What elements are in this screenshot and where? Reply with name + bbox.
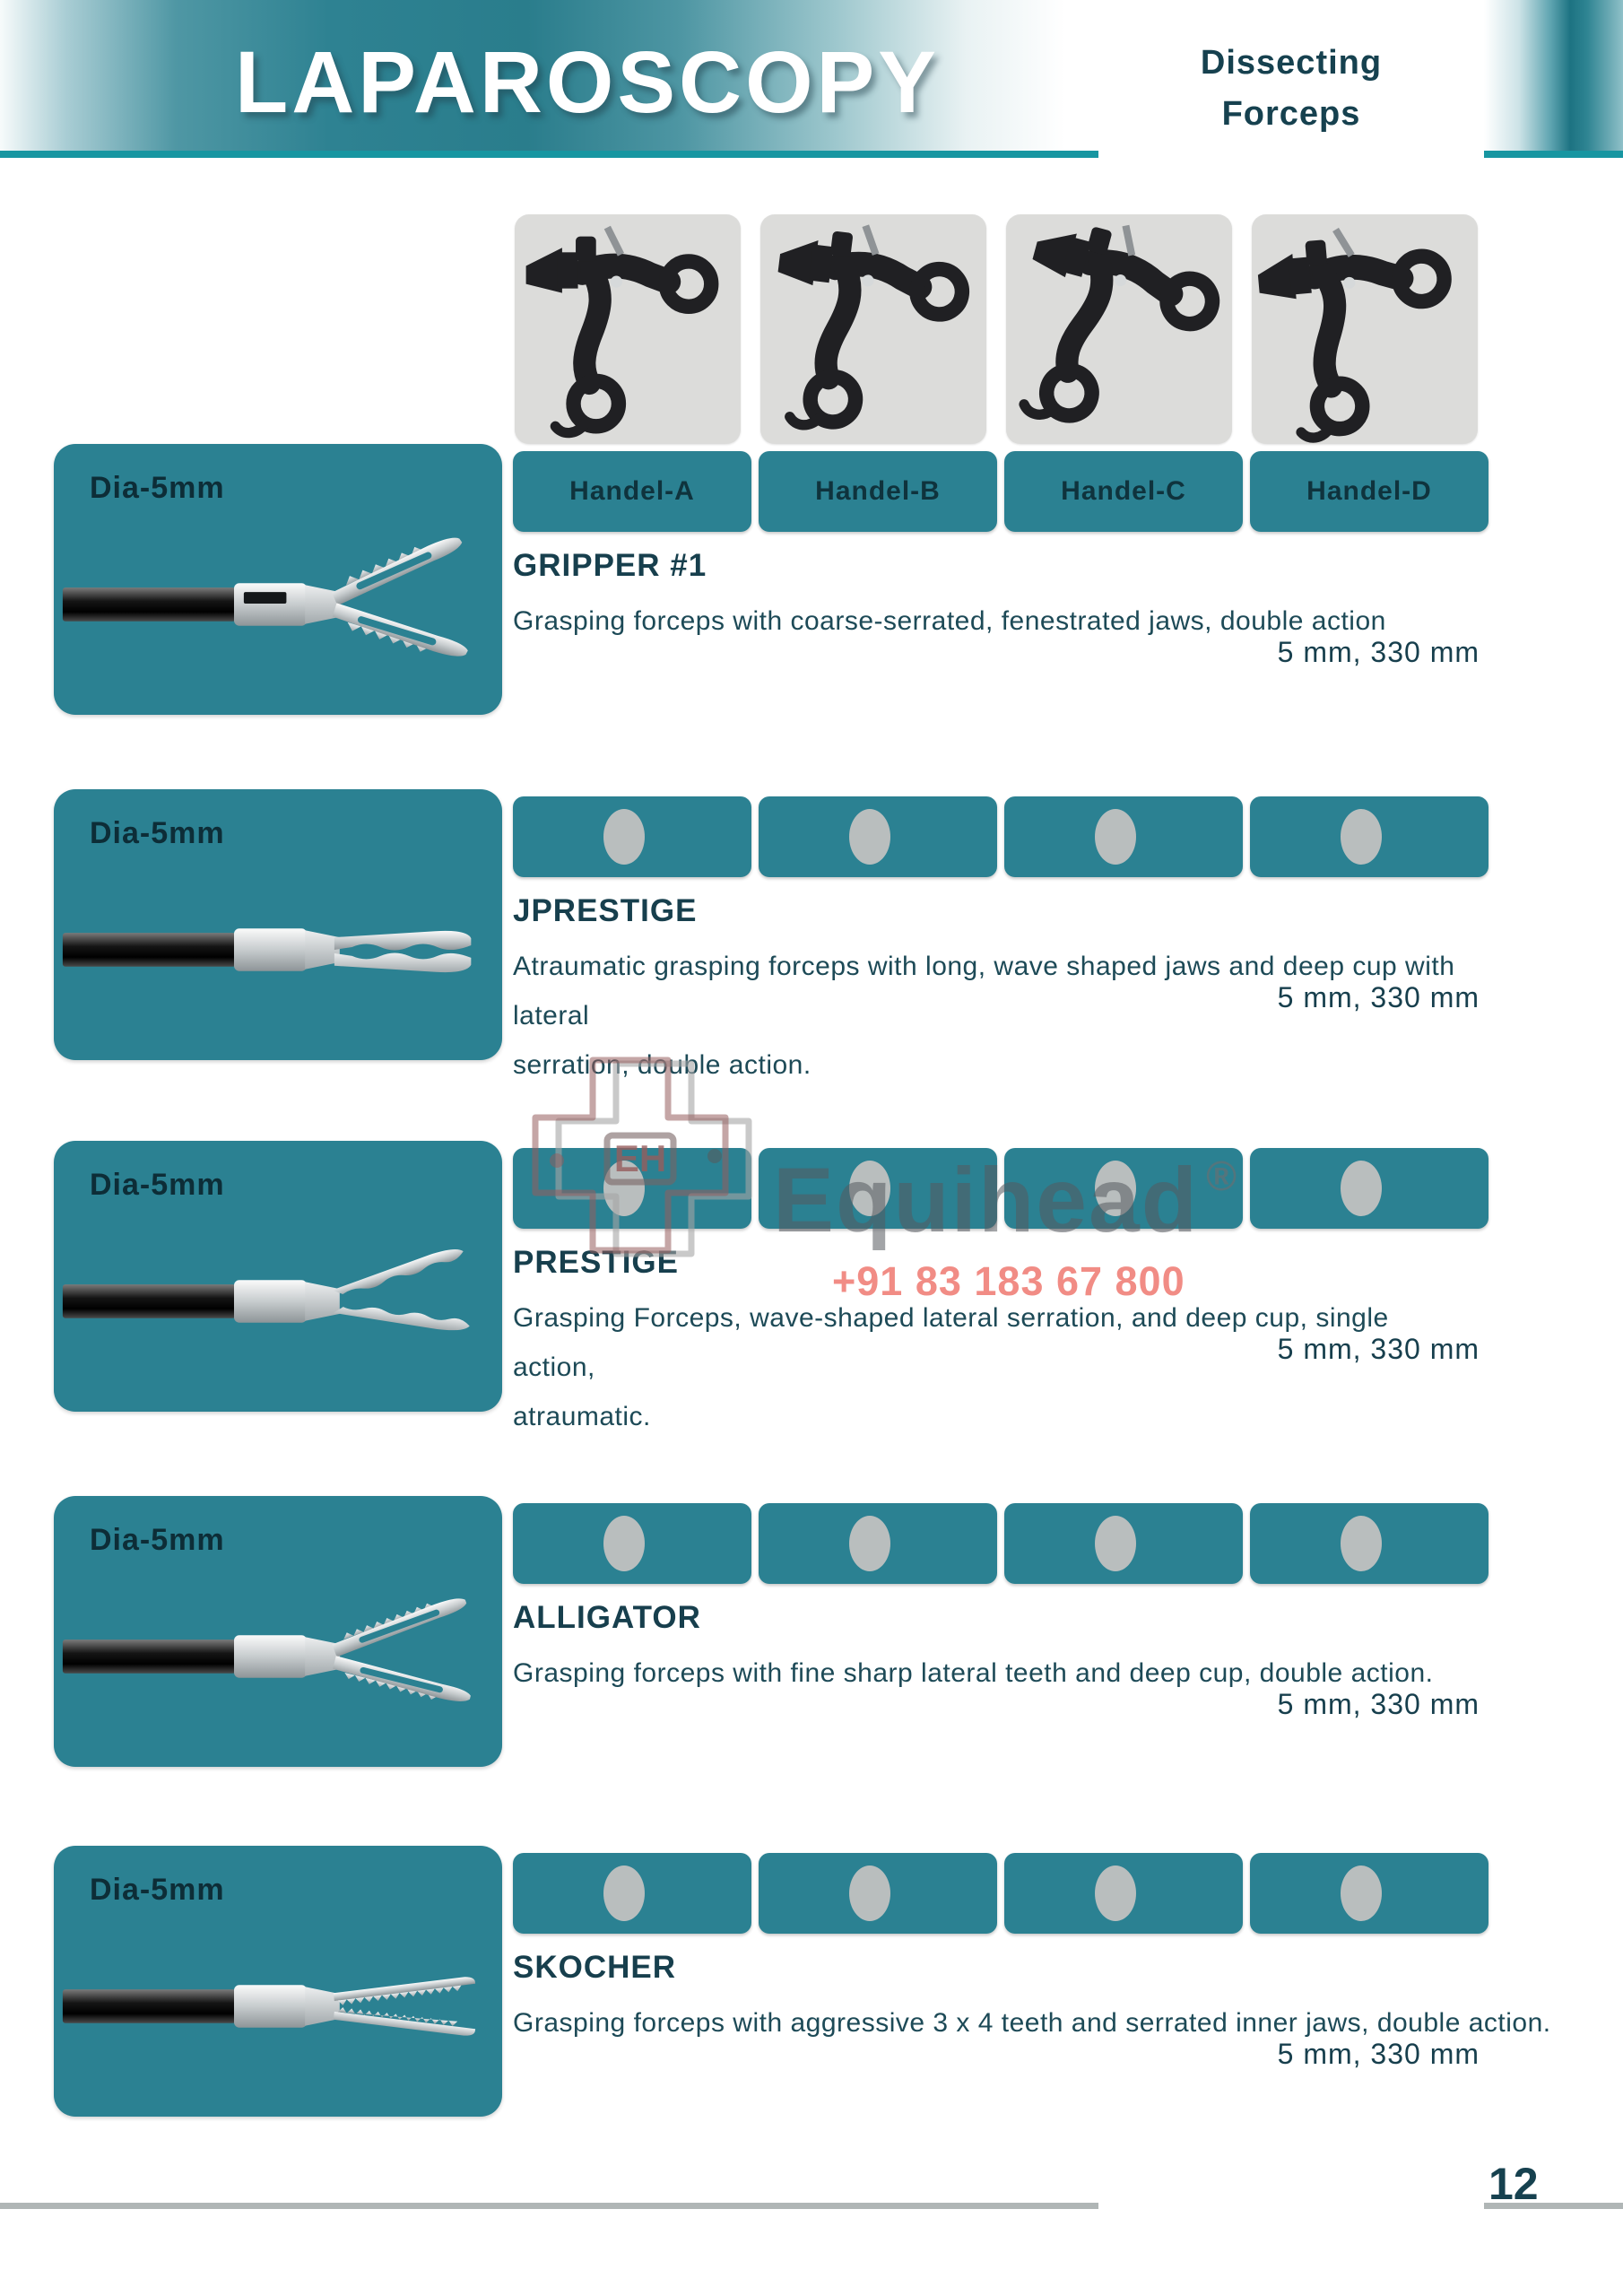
description-line: Grasping forceps with aggressive 3 x 4 teeth and serrated inner jaws, double action. [513,2008,1551,2038]
option-button[interactable] [1004,1853,1243,1934]
handle-photo-a [515,214,741,444]
option-button[interactable] [1250,796,1488,877]
dia-label: Dia-5mm [90,1523,225,1557]
forceps-jaw-image [54,496,502,709]
description-line: atraumatic. [513,1402,651,1431]
option-button[interactable] [759,796,997,877]
option-dot-icon [1095,1516,1136,1571]
handle-photo-d [1252,214,1478,444]
equihead-cross-logo [525,1055,762,1265]
option-button[interactable] [1250,1503,1488,1584]
handle-photo-c [1006,214,1232,444]
handle-illustration [1006,214,1232,444]
option-button[interactable] [759,1503,997,1584]
product-name: SKOCHER [513,1950,677,1985]
description-line: Grasping forceps with coarse-serrated, fenestrated jaws, double action [513,606,1386,636]
handle-option-button-c[interactable] [1004,451,1243,532]
watermark-brand-text: Equihead [773,1149,1200,1251]
watermark-brand [773,1148,1238,1253]
option-dot-icon [603,1866,645,1921]
header-accent-line-right [1484,151,1623,158]
forceps-jaw-image [54,1548,502,1761]
option-button[interactable] [1250,1148,1488,1229]
dia-label: Dia-5mm [90,1168,225,1202]
dia-card [54,1141,502,1412]
footer-line [0,2203,1098,2209]
option-button[interactable] [1250,1853,1488,1934]
option-dot-icon [603,809,645,865]
description-line: Atraumatic grasping forceps with long, wave shaped jaws and deep cup with lateral [513,952,1455,1031]
handle-option-button-a[interactable] [513,451,751,532]
option-dot-icon [1341,1516,1382,1571]
handle-illustration [760,214,986,444]
dia-card [54,789,502,1060]
description-line: serration, double action. [513,1050,812,1080]
option-button[interactable] [513,1503,751,1584]
forceps-jaw-image [54,1193,502,1406]
product-description [513,1293,1423,1441]
page-title: LAPAROSCOPY [235,33,940,131]
product-name: ALLIGATOR [513,1600,701,1635]
option-dot-icon [849,1516,890,1571]
option-button[interactable] [513,1853,751,1934]
dia-card [54,1496,502,1767]
product-size: 5 mm, 330 mm [1277,1333,1480,1365]
handle-illustration [1252,214,1478,444]
page-number: 12 [1488,2159,1539,2209]
handle-option-button-d[interactable] [1250,451,1488,532]
option-dot-icon [849,1866,890,1921]
option-dot-icon [1341,1866,1382,1921]
category-label [1098,38,1484,140]
handle-option-button-b[interactable] [759,451,997,532]
option-button[interactable] [1004,796,1243,877]
option-dot-icon [849,809,890,865]
handle-illustration [515,214,741,444]
option-dot-icon [603,1516,645,1571]
watermark-initials: EH [613,1137,667,1179]
product-name: GRIPPER #1 [513,548,707,583]
handle-option-label: Handel-D [1306,476,1432,506]
option-button[interactable] [513,796,751,877]
forceps-jaw-image [54,841,502,1055]
dia-label: Dia-5mm [90,471,225,505]
watermark-phone: +91 83 183 67 800 [832,1258,1185,1304]
header-accent-line [0,151,1098,158]
category-line1: Dissecting [1200,44,1383,82]
dia-label: Dia-5mm [90,816,225,850]
product-size: 5 mm, 330 mm [1277,1688,1480,1720]
option-button[interactable] [1004,1503,1243,1584]
handle-option-label: Handel-A [569,476,695,506]
forceps-jaw-image [54,1898,502,2111]
header-corner-band [1484,0,1623,151]
registered-mark: ® [1206,1152,1238,1199]
product-size: 5 mm, 330 mm [1277,636,1480,668]
option-dot-icon [1095,809,1136,865]
handle-option-label: Handel-B [815,476,941,506]
category-line2: Forceps [1221,95,1361,133]
product-size: 5 mm, 330 mm [1277,2038,1480,2070]
description-line: Grasping Forceps, wave-shaped lateral serration, and deep cup, single action, [513,1303,1389,1382]
dia-card [54,1846,502,2117]
product-size: 5 mm, 330 mm [1277,981,1480,1013]
dia-label: Dia-5mm [90,1873,225,1907]
product-name: JPRESTIGE [513,893,698,928]
option-dot-icon [1095,1866,1136,1921]
option-dot-icon [1341,809,1382,865]
product-name: PRESTIGE [513,1245,679,1280]
description-line: Grasping forceps with fine sharp lateral teeth and deep cup, double action. [513,1658,1434,1688]
handle-photo-b [760,214,986,444]
dia-card [54,444,502,715]
option-button[interactable] [759,1853,997,1934]
handle-option-label: Handel-C [1061,476,1186,506]
option-dot-icon [1341,1161,1382,1216]
